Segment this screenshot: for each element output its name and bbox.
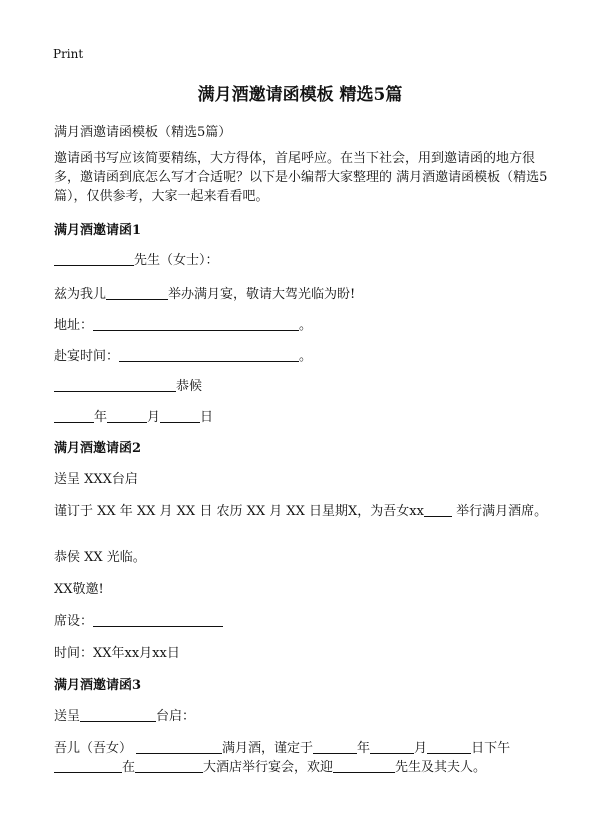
- blank-line: [54, 758, 122, 773]
- s2-line2: 恭侯 XX 光临。: [54, 550, 146, 565]
- blank-line: [80, 707, 156, 722]
- s1-address-label: 地址：: [54, 318, 94, 333]
- blank-line: [427, 739, 471, 754]
- s1-line1-b: 举办满月宴，敬请大驾光临为盼!: [168, 287, 356, 302]
- s3-l2-c: 先生及其夫人。: [395, 760, 487, 775]
- s2-to: 送呈 XXX台启: [54, 472, 138, 487]
- s3-to: [54, 705, 195, 724]
- section2-heading: 满月酒邀请函2: [54, 441, 142, 456]
- s1-line1: [54, 283, 355, 302]
- s3-to-b: 台启：: [156, 709, 196, 724]
- s1-time: [54, 345, 312, 364]
- blank-line: [160, 408, 200, 423]
- s1-date-day: 日: [200, 410, 214, 425]
- document-subtitle: 满月酒邀请函模板（精选5篇）: [54, 125, 232, 140]
- s2-line3: XX敬邀!: [54, 582, 104, 597]
- blank-line: [93, 316, 299, 331]
- blank-line: [93, 612, 223, 627]
- s3-to-a: 送呈: [54, 709, 81, 724]
- s1-line1-a: 兹为我儿: [54, 287, 107, 302]
- s3-l1-b: 满月酒，谨定于: [222, 741, 314, 756]
- s3-line1: [54, 737, 510, 756]
- s1-salutation: [54, 249, 219, 268]
- blank-line: [313, 739, 357, 754]
- s3-line2: [54, 756, 486, 775]
- s1-date-month: 月: [147, 410, 161, 425]
- s1-address-end: 。: [299, 318, 313, 333]
- document-title: 满月酒邀请函模板 精选5篇: [197, 85, 403, 105]
- s3-l1-e: 日下午: [471, 741, 511, 756]
- print-label[interactable]: Print: [53, 47, 84, 61]
- blank-line: [135, 758, 203, 773]
- s3-l1-d: 月: [414, 741, 428, 756]
- blank-line: [119, 347, 299, 362]
- s2-line1: [54, 500, 547, 519]
- s3-l2-b: 大酒店举行宴会，欢迎: [203, 760, 334, 775]
- s2-line1-a: 谨订于 XX 年 XX 月 XX 日 农历 XX 月 XX 日星期X，为吾女xx: [54, 504, 424, 519]
- blank-line: [54, 377, 176, 392]
- blank-line: [136, 739, 222, 754]
- s1-salutation-text: 先生（女士）：: [134, 253, 219, 268]
- blank-line: [370, 739, 414, 754]
- s1-date-year: 年: [94, 410, 108, 425]
- blank-line: [54, 408, 94, 423]
- section3-heading: 满月酒邀请函3: [54, 678, 142, 693]
- s2-seat-label: 席设：: [54, 614, 94, 629]
- s1-regards: [54, 375, 202, 394]
- s1-time-label: 赴宴时间：: [54, 349, 120, 364]
- s3-l1-c: 年: [357, 741, 371, 756]
- s2-seat: [54, 610, 223, 629]
- s1-time-end: 。: [299, 349, 313, 364]
- intro-paragraph: 邀请函书写应该简要精练，大方得体，首尾呼应。在当下社会，用到邀请函的地方很多，邀请函到底怎么写才合适呢？以下是小编帮大家整理的 满月酒邀请函模板（精选5篇），仅供参考，大家一起来看看吧。: [54, 151, 548, 204]
- blank-line: [107, 408, 147, 423]
- s3-l2-a: 在: [122, 760, 136, 775]
- blank-line: [424, 502, 452, 517]
- blank-line: [54, 251, 134, 266]
- s1-address: [54, 314, 312, 333]
- s2-time: 时间：XX年xx月xx日: [54, 646, 180, 661]
- s1-regards-text: 恭候: [176, 379, 203, 394]
- s3-l1-a: 吾儿（吾女）: [54, 741, 133, 756]
- blank-line: [106, 285, 168, 300]
- blank-line: [333, 758, 395, 773]
- s2-line1-b: 举行满月酒席。: [451, 504, 548, 519]
- section1-heading: 满月酒邀请函1: [54, 223, 142, 238]
- s1-date: [54, 406, 213, 425]
